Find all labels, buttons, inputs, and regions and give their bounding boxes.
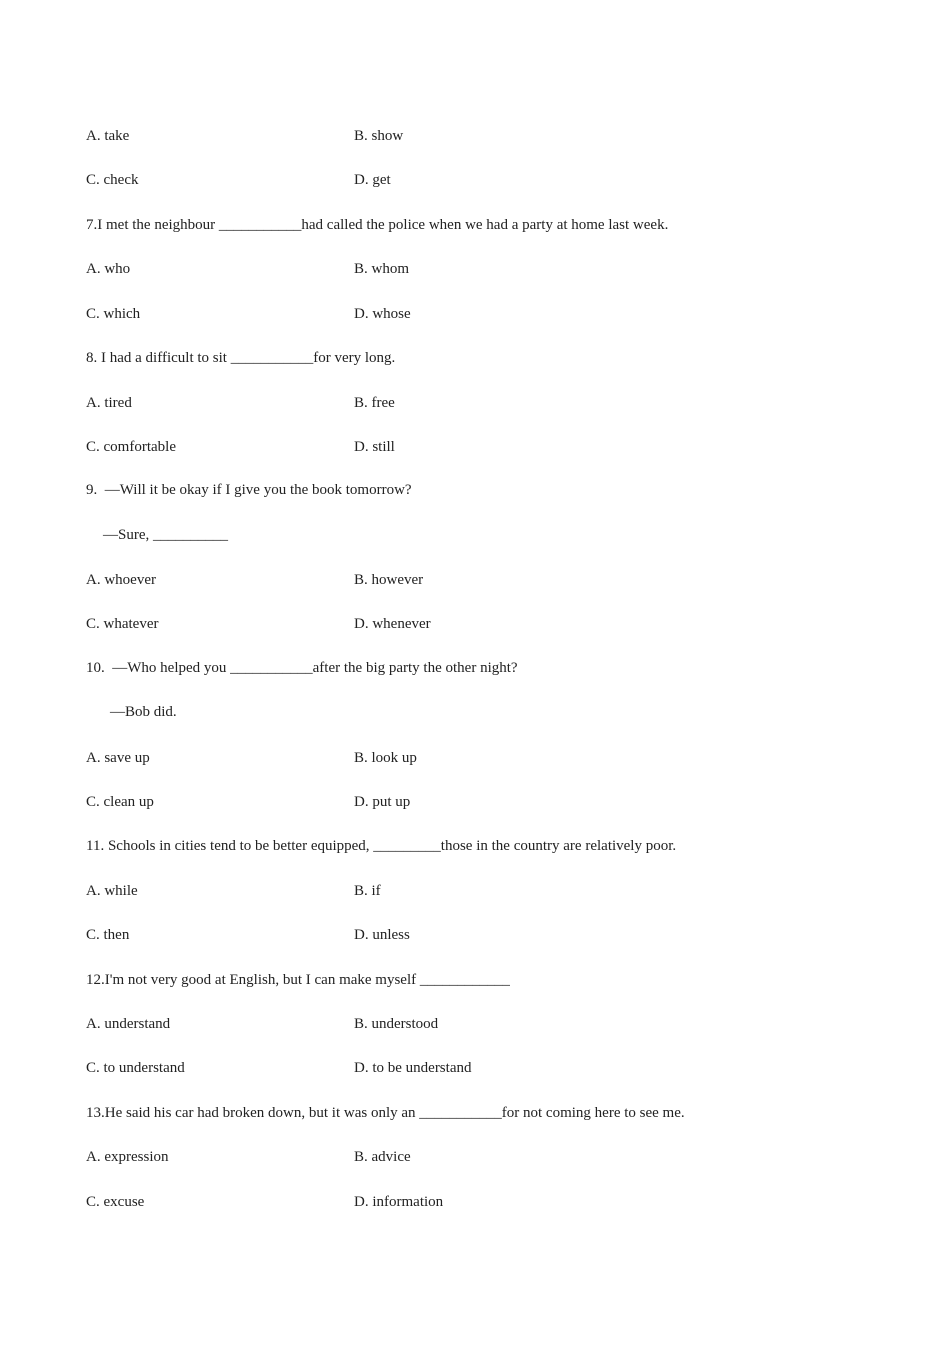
q6-option-c[interactable]: C. check bbox=[86, 172, 139, 188]
q13-option-a[interactable]: A. expression bbox=[86, 1149, 169, 1165]
q9-option-c[interactable]: C. whatever bbox=[86, 616, 159, 632]
q12-option-b[interactable]: B. understood bbox=[354, 1016, 439, 1032]
q6-options-row-2 bbox=[86, 170, 886, 190]
q11-option-d[interactable]: D. unless bbox=[354, 927, 410, 943]
q8-option-d[interactable]: D. still bbox=[354, 439, 395, 455]
q8-option-c[interactable]: C. comfortable bbox=[86, 439, 176, 455]
q9-option-a[interactable]: A. whoever bbox=[86, 572, 156, 588]
q12-option-a[interactable]: A. understand bbox=[86, 1016, 171, 1032]
q7-stem: 7.I met the neighbour ___________had called the police when we had a party at home last week. bbox=[86, 217, 669, 233]
q8-option-a[interactable]: A. tired bbox=[86, 395, 132, 411]
q9-stem: 9. —Will it be okay if I give you the book tomorrow? bbox=[86, 482, 412, 498]
q12-options-row-2 bbox=[86, 1058, 886, 1078]
q11-options-row-2 bbox=[86, 925, 886, 945]
q7-option-a[interactable]: A. who bbox=[86, 261, 131, 277]
q11-option-b[interactable]: B. if bbox=[354, 883, 381, 899]
q12-option-d[interactable]: D. to be understand bbox=[354, 1060, 472, 1076]
q13-option-d[interactable]: D. information bbox=[354, 1194, 444, 1210]
q9-options-row-2 bbox=[86, 614, 886, 634]
q10-stem: 10. —Who helped you ___________after the big party the other night? bbox=[86, 660, 518, 676]
q10-reply: —Bob did. bbox=[110, 704, 177, 720]
q13-options-row-2 bbox=[86, 1192, 886, 1212]
q6-option-b[interactable]: B. show bbox=[354, 128, 404, 144]
q7-option-b[interactable]: B. whom bbox=[354, 261, 410, 277]
q10-option-c[interactable]: C. clean up bbox=[86, 794, 154, 810]
q8-stem: 8. I had a difficult to sit ___________for very long. bbox=[86, 350, 396, 366]
q6-option-d[interactable]: D. get bbox=[354, 172, 391, 188]
q13-option-b[interactable]: B. advice bbox=[354, 1149, 411, 1165]
q12-stem: 12.I'm not very good at English, but I can make myself ____________ bbox=[86, 972, 510, 988]
q9-reply: —Sure, __________ bbox=[103, 527, 228, 543]
q9-option-b[interactable]: B. however bbox=[354, 572, 424, 588]
q6-option-a[interactable]: A. take bbox=[86, 128, 130, 144]
q10-options-row-1 bbox=[86, 748, 886, 768]
q8-option-b[interactable]: B. free bbox=[354, 395, 395, 411]
q11-stem: 11. Schools in cities tend to be better equipped, _________those in the country are relatively poor. bbox=[86, 838, 677, 854]
q10-option-a[interactable]: A. save up bbox=[86, 750, 150, 766]
q11-options-row-1 bbox=[86, 881, 886, 901]
q6-options-row-1 bbox=[86, 126, 886, 146]
q11-option-a[interactable]: A. while bbox=[86, 883, 138, 899]
q10-option-b[interactable]: B. look up bbox=[354, 750, 417, 766]
q8-options-row-1 bbox=[86, 393, 886, 413]
q7-option-d[interactable]: D. whose bbox=[354, 306, 411, 322]
q11-option-c[interactable]: C. then bbox=[86, 927, 130, 943]
q7-options-row-2 bbox=[86, 304, 886, 324]
q9-option-d[interactable]: D. whenever bbox=[354, 616, 431, 632]
q9-options-row-1 bbox=[86, 570, 886, 590]
q12-option-c[interactable]: C. to understand bbox=[86, 1060, 185, 1076]
q7-option-c[interactable]: C. which bbox=[86, 306, 141, 322]
q7-options-row-1 bbox=[86, 259, 886, 279]
q13-options-row-1 bbox=[86, 1147, 886, 1167]
q10-option-d[interactable]: D. put up bbox=[354, 794, 411, 810]
q10-options-row-2 bbox=[86, 792, 886, 812]
q13-option-c[interactable]: C. excuse bbox=[86, 1194, 145, 1210]
q13-stem: 13.He said his car had broken down, but it was only an ___________for not coming here to see me. bbox=[86, 1105, 685, 1121]
q8-options-row-2 bbox=[86, 437, 886, 457]
q12-options-row-1 bbox=[86, 1014, 886, 1034]
